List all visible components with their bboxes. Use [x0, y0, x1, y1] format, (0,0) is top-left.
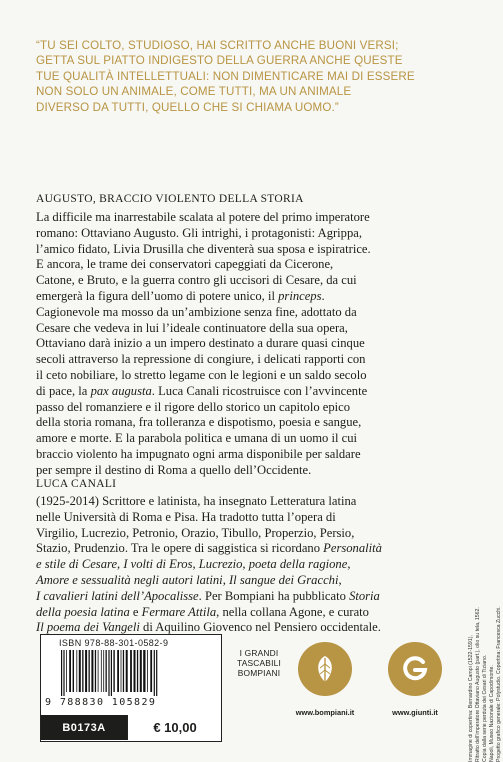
text-line: La difficile ma inarrestabile scalata al potere del primo imperatore [36, 210, 370, 224]
bompiani-url[interactable]: www.bompiani.it [295, 708, 355, 717]
barcode-bar [113, 650, 114, 692]
text-line: amore e morte. E la parabola politica e umana di un uomo il cui [36, 431, 358, 446]
quote-line: DIVERSO DA TUTTI, QUELLO CHE SI CHIAMA UOMO.” [36, 100, 339, 114]
barcode-bar [85, 650, 87, 692]
barcode-bar [66, 650, 67, 692]
text-line: Ottaviano darà inizio a un impero destinato a durare quasi cinque [36, 336, 365, 351]
barcode-bar [89, 650, 90, 692]
text-line: passo del romanziere e il rigore dello storico un capitolo epico [36, 399, 351, 414]
credit-line: Progetto grafico generale: Polystudio. Copertina: Francesca Zucchi. [496, 606, 502, 762]
barcode-bar [63, 650, 64, 696]
author-bio [36, 494, 476, 636]
barcode-bar [140, 650, 142, 692]
barcode-bar [69, 650, 71, 692]
text-segment: , [222, 572, 229, 587]
text-segment: , [338, 572, 342, 587]
text-line: nelle Università di Roma e Pisa. Ha tradotto tutta l’opera di [36, 509, 336, 524]
barcode-bar [137, 650, 138, 692]
text-line: E ancora, le trame dei conservatori capeggiati da Cicerone, [36, 257, 334, 272]
text-segment: emergerà la figura dell’uomo di potere unico, il [36, 288, 275, 303]
italic-title: Il sangue dei Gracchi [228, 572, 339, 587]
italic-title: e stile di Cesare [36, 557, 118, 572]
barcode-bar [117, 650, 119, 692]
text-line [36, 573, 476, 589]
italic-title: Fermare Attila [141, 604, 217, 619]
credit-line: Napoli, Museo Nazionale di Capodimonte. [489, 665, 495, 762]
book-section-title: AUGUSTO, BRACCIO VIOLENTO DELLA STORIA [36, 193, 304, 205]
barcode-bar [121, 650, 122, 692]
italic-term: pax augusta [90, 383, 152, 398]
text-segment: , nella collana Agone, e curato [216, 604, 369, 619]
giunti-url[interactable]: www.giunti.it [392, 708, 438, 717]
barcode-bar [150, 650, 152, 692]
credit-line: Immagine di copertina: Bernardino Campi (1522-1591), [468, 635, 474, 762]
credit-line: Ritratto dell’imperatore Ottaviano Augusto (part.), olio su tela, 1562. [475, 607, 481, 762]
quote-line: “TU SEI COLTO, STUDIOSO, HAI SCRITTO ANCHE BUONI VERSI; [36, 39, 399, 52]
barcode-bar [82, 650, 83, 692]
text-line: Virgilio, Lucrezio, Petronio, Orazio, Tibullo, Properzio, Persio, [36, 525, 355, 540]
italic-title: I cavalieri latini dell’Apocalisse [36, 588, 199, 603]
text-segment: di pace, la [36, 383, 88, 398]
barcode-bar [76, 650, 77, 692]
text-line [36, 384, 476, 400]
italic-title: Lucrezio, poeta della ragione [198, 557, 348, 572]
text-line: della storia romana, fra tolleranza e dispotismo, poesia e sangue, [36, 415, 362, 430]
text-line: Cagionevole ma mosso da un’ambizione senza fine, adottato da [36, 304, 357, 319]
barcode-bar [123, 650, 124, 692]
barcode-number: 9 788830 105829 [45, 697, 157, 708]
barcode-bar [154, 650, 155, 696]
barcode-bar [111, 650, 112, 696]
text-line: romano: Ottaviano Augusto. Gli intrighi, i protagonisti: Agrippa, [36, 225, 363, 240]
italic-title: Personalità [323, 541, 382, 556]
text-line: Cesare che vedeva in lui l’ideale continuatore della sua opera, [36, 320, 348, 335]
text-line: il ceto nobiliare, lo stretto legame con le legioni e un saldo secolo [36, 367, 367, 382]
barcode-bar [95, 650, 96, 692]
bompiani-leaf-logo-icon [298, 642, 352, 696]
text-segment: di Aquilino Giovenco nel Pensiero occidentale. [139, 620, 381, 635]
barcode-bar [108, 650, 109, 696]
italic-title: Storia [349, 588, 380, 603]
text-line: per sempre il destino di Roma a quello dell’Occidente. [36, 462, 312, 477]
barcode-bar [61, 650, 62, 696]
text-line [36, 541, 476, 557]
giunti-g-logo-icon [388, 642, 442, 696]
text-line: Catone, e Bruto, e la guerra contro gli uccisori di Cesare, da cui [36, 273, 357, 288]
barcode-bar [91, 650, 93, 692]
credit-line: Copia dalla serie perduta dei Cesari di Tiziano. [482, 654, 488, 762]
barcode-bar [73, 650, 74, 692]
text-line: braccio violento ha impugnato ogni arma disponibile per saldare [36, 446, 361, 461]
barcode-bar [147, 650, 148, 692]
barcode-graphic [59, 650, 199, 696]
text-segment: , [192, 557, 199, 572]
barcode-bar [98, 650, 99, 692]
text-line [36, 289, 476, 305]
barcode-bar [103, 650, 104, 692]
quote-line: GETTA SUL PIATTO INDIGESTO DELLA GUERRA ANCHE QUESTE [36, 54, 403, 68]
product-code: B0173A [41, 715, 127, 740]
barcode-bar [134, 650, 136, 692]
text-segment: e [129, 604, 142, 619]
text-line: l’amico fidato, Livia Drusilla che diventerà sua sposa e ispiratrice. [36, 241, 371, 256]
price-label: € 10,00 [127, 715, 222, 740]
text-line: secoli attraverso la repressione di congiure, i delicati rapporti con [36, 352, 366, 367]
author-section-title: LUCA CANALI [36, 478, 117, 490]
barcode-bar [101, 650, 102, 692]
barcode-bar [126, 650, 128, 692]
text-line [36, 557, 476, 573]
barcode-bar [143, 650, 145, 692]
italic-title: della poesia latina [36, 604, 130, 619]
text-segment: . [321, 288, 325, 303]
barcode-bar [79, 650, 81, 692]
text-segment: . Luca Canali ricostruisce con l’avvincente [151, 383, 368, 398]
book-description [36, 210, 476, 479]
isbn-label: ISBN 978-88-301-0582-9 [59, 638, 169, 648]
series-line: BOMPIANI [237, 668, 281, 678]
series-label [236, 648, 282, 678]
text-segment: Stazio, Prudenzio. Tra le opere di saggistica si ricordano [36, 541, 320, 556]
italic-title: Il poema dei Vangeli [36, 620, 140, 635]
italic-title: I volti di Eros [123, 557, 193, 572]
text-line [36, 605, 476, 621]
italic-title: Amore e sessualità negli autori latini [36, 572, 223, 587]
image-credits [468, 562, 503, 762]
quote-line: TUE QUALITÀ INTELLETTUALI: NON DIMENTICARE MAI DI ESSERE [36, 69, 415, 83]
back-cover-quote [36, 38, 466, 115]
text-segment: , [347, 557, 351, 572]
series-line: I GRANDI [239, 648, 279, 658]
italic-term: princeps [278, 288, 322, 303]
barcode-bar [106, 650, 107, 692]
text-line [36, 589, 476, 605]
series-line: TASCABILI [237, 658, 281, 668]
barcode-bar [130, 650, 132, 692]
quote-line: NON SOLO UN ANIMALE, COME TUTTI, MA UN ANIMALE [36, 85, 352, 99]
text-segment: . Per Bompiani ha pubblicato [198, 588, 346, 603]
text-line: (1925-2014) Scrittore e latinista, ha insegnato Letteratura latina [36, 494, 357, 508]
barcode-panel [40, 634, 222, 742]
text-segment: , [117, 557, 124, 572]
barcode-bar [156, 650, 157, 696]
